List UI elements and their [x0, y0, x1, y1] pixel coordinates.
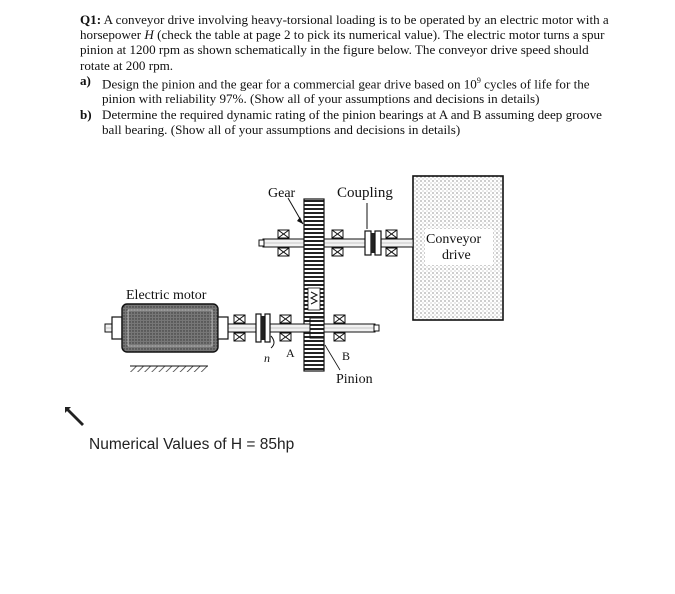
output-shaft: [259, 239, 413, 247]
question-number: Q1:: [80, 12, 102, 27]
electric-motor: [112, 304, 228, 372]
coupling: [365, 203, 381, 255]
pinion-label: Pinion: [336, 372, 373, 387]
electric-motor-label: Electric motor: [126, 288, 207, 303]
gear-label: Gear: [268, 186, 296, 201]
question-intro: Q1: A conveyor drive involving heavy-torsional loading is to be operated by an electric motor with a horsepower H (check the table at page 2 to pick its numerical value). The electric motor turns a spur pinion at 1200 rpm as shown schematically in the figure below. The conveyor drive speed should rotate at 200 rpm.: [80, 12, 609, 73]
bearing-a-label: A: [286, 346, 295, 360]
bearing-b-label: B: [342, 349, 351, 363]
speed-symbol: n: [264, 351, 270, 365]
conveyor-label-line1: Conveyor: [426, 232, 482, 247]
arrow-cursor-icon: [62, 404, 88, 430]
coupling-label: Coupling: [337, 185, 393, 201]
part-a: a) Design the pinion and the gear for a commercial gear drive based on $10^9$ cycles of life for the pinion with reliability 97%. (Show all of your assumptions and decisions in details): [80, 72, 590, 107]
conveyor-label-line2: drive: [442, 248, 471, 263]
part-b: b) Determine the required dynamic rating of the pinion bearings at A and B assuming deep groove ball bearing. (Show all of your assumptions and decisions in details): [80, 106, 602, 137]
variable-h: H: [144, 27, 154, 43]
numerical-value-note: Numerical Values of H = 85hp: [89, 436, 295, 453]
